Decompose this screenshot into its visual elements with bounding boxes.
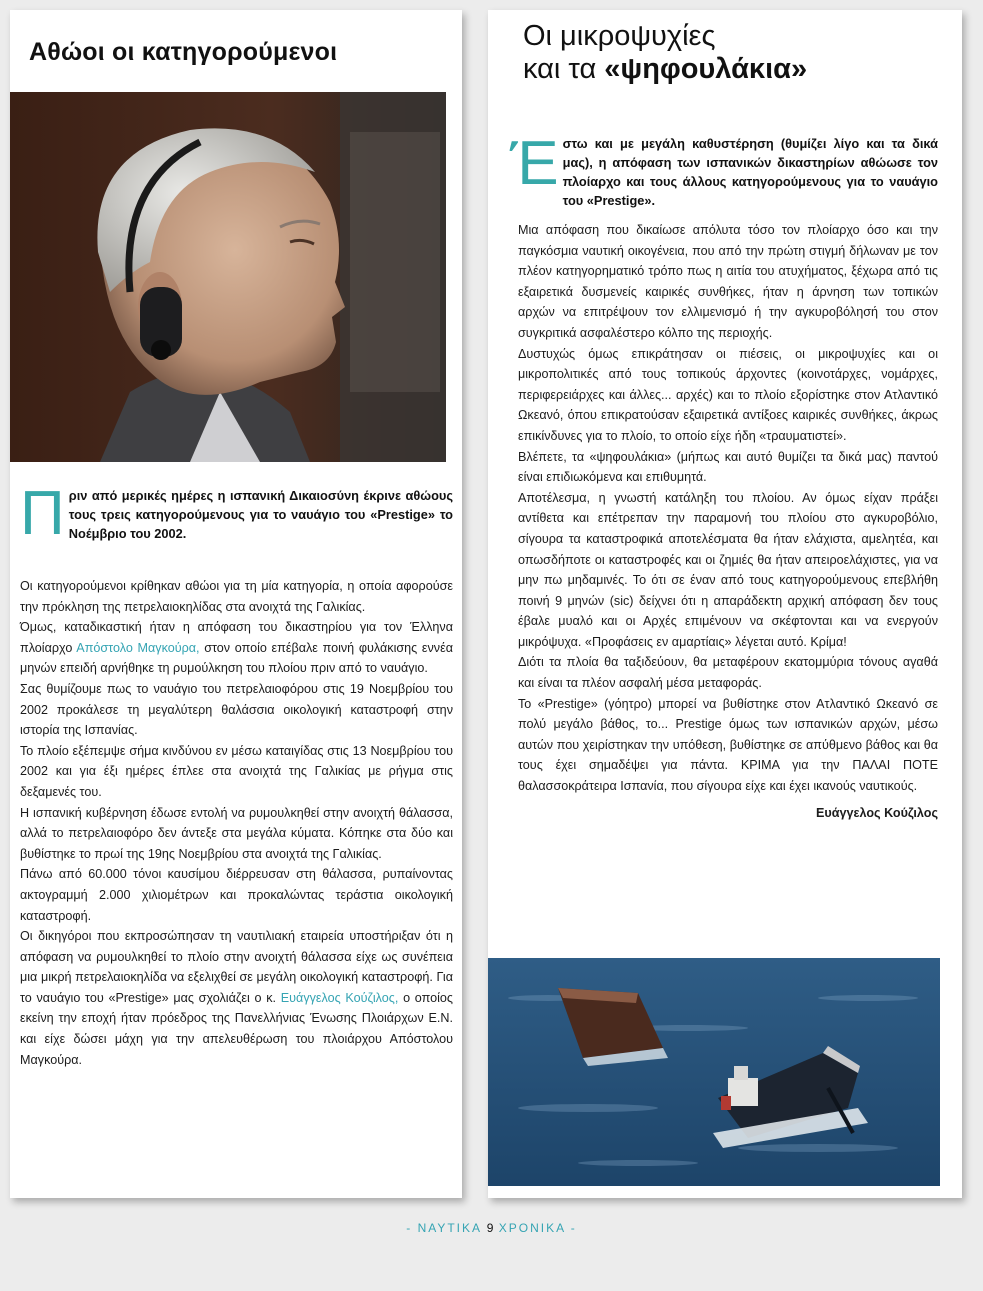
left-drop-cap: Π (20, 479, 65, 548)
shipwreck-photo (488, 958, 940, 1186)
left-paragraph: Το πλοίο εξέπεμψε σήμα κινδύνου εν μέσω καταιγίδας στις 13 Νοεμβρίου του 2002 και για έξι ημέρες έπλεε στα ανοιχτά της Γαλικίας με ρήγμα στις δεξαμενές του. (20, 743, 453, 799)
left-p7-text-end: ο οποίος εκείνη την εποχή ήταν πρόεδρος της Πανελλήνιας Ένωσης Πλοιάρχων Ε.Ν. και είχε δώσει μάχη για την απελευθέρωση του πλοιάρχου Απόστολου Μαγκούρα. (20, 990, 453, 1067)
right-paragraph: Μια απόφαση που δικαίωσε απόλυτα τόσο τον πλοίαρχο όσο και την παγκόσμια ναυτική οικογένεια, που από την πρώτη στιγμή δήλωναν με τον πλέον κατηγορηματικό τρόπο πως η αιτία του ατυχήματος, ξέχωρα από τις εξαιρετικά δυσμενείς καιρικές συνθήκες, ήταν η άρνηση των τοπικών αρχών να επιτρέψουν τον ελλιμενισμό ή την αγκυροβόλησή του στον συγκριτικά ασφαλέστερο κόλπο της περιοχής. (518, 223, 938, 340)
right-paragraph: Δυστυχώς όμως επικράτησαν οι πιέσεις, οι μικροψυχίες και οι μικροπολιτικές από τους τοπικούς άρχοντες (κοινοτάρχες, νομάρχες, περιφερειάρχες και άλλες... αρχές) και το πλοίο εξορίστηκε στον Ατλαντικό Ωκεανό, όπου επικρατούσαν εξαιρετικά αντίξοες καιρικές συνθήκες, άκρως επικίνδυνες για το πλοίο, το οποίο είχε ήδη «τραυματιστεί». (518, 346, 938, 443)
footer-dash-right: - (570, 1221, 577, 1235)
right-article-title (523, 20, 807, 86)
left-paragraph: Πάνω από 60.000 τόνοι καυσίμου διέρρευσαν στη θάλασσα, ρυπαίνοντας ακτογραμμή 2.000 χιλιομέτρων και προκαλώντας τεράστια οικολογική καταστροφή. (20, 867, 453, 923)
right-title-line2-bold: «ψηφουλάκια» (604, 53, 808, 85)
right-title-line1: Οι μικροψυχίες (523, 20, 716, 52)
footer-word-left: ΝΑΥΤΙΚΑ (417, 1221, 482, 1235)
portrait-illustration (10, 92, 446, 462)
left-paragraph: Η ισπανική κυβέρνηση έδωσε εντολή να ρυμουλκηθεί στην ανοιχτή θάλασσα, αλλά το πετρελαιοφόρο δεν άντεξε στα μεγάλα κύματα. Κόπηκε στα δύο και βυθίστηκε το πρωί της 19ης Νοεμβρίου στα ανοιχτά της Γαλικίας. (20, 805, 453, 861)
right-paragraph: Βλέπετε, τα «ψηφουλάκια» (μήπως και αυτό θυμίζει τα δικά μας) παντού είναι επιδιωκόμενα και επιθυμητά. (518, 449, 938, 485)
left-p7-text: Οι δικηγόροι που εκπροσώπησαν τη ναυτιλιακή εταιρεία υποστήριξαν ότι η απόφαση να ρυμουλκηθεί το πλοίο στην ανοιχτή θάλασσα είχε ως συνέπεια μια μικρή πετρελαιοκηλίδα να εξελιχθεί σε μεγάλη οικολογική καταστροφή. Για το ναυάγιο του «Prestige» μας σχολιάζει ο κ. (20, 929, 453, 1005)
left-article-body (20, 576, 453, 1070)
signature: Ευάγγελος Κούζιλος (816, 805, 938, 820)
right-article (488, 10, 962, 1198)
page-footer (0, 1221, 983, 1235)
left-paragraph (20, 617, 453, 679)
footer-word-right: ΧΡΟΝΙΚΑ (498, 1221, 566, 1235)
right-title-line2-pre: και τα (523, 53, 605, 85)
left-paragraph: Σας θυμίζουμε πως το ναυάγιο του πετρελαιοφόρου στις 19 Νοεμβρίου του 2002 προκάλεσε τη μεγαλύτερη θαλάσσια οικολογική καταστροφή στην ιστορία της Ισπανίας. (20, 681, 453, 738)
captain-name-highlight: Απόστολο Μαγκούρα, (76, 640, 200, 655)
shipwreck-illustration (488, 958, 940, 1186)
left-article-title: Αθώοι οι κατηγορούμενοι (29, 38, 338, 66)
left-lead-paragraph (20, 479, 453, 548)
page-number: 9 (486, 1221, 494, 1235)
author-name-highlight: Ευάγγελος Κούζιλος, (280, 990, 399, 1005)
footer-dash-left: - (406, 1221, 413, 1235)
left-paragraph (20, 926, 453, 1070)
right-paragraph: Διότι τα πλοία θα ταξιδεύουν, θα μεταφέρουν εκατομμύρια τόνους αγαθά και είναι τα πλέον ασφαλή μέσα μεταφοράς. (518, 655, 938, 691)
left-lead-text: ριν από μερικές ημέρες η ισπανική Δικαιοσύνη έκρινε αθώους τους τρεις κατηγορούμενους για το ναυάγιο του «Prestige» το Νοέμβριο του 2002. (68, 488, 453, 541)
right-paragraph: Το «Prestige» (γόητρο) μπορεί να βυθίστηκε στον Ατλαντικό Ωκεανό σε πολύ μεγάλο βάθος, το... Prestige όμως των ισπανικών αρχών, μέσω αυτών που χειρίστηκαν την υπόθεση, βυθίστηκε σε απύθμενο βάθος και θα τους έχει σημαδέψει για πάντα. ΚΡΙΜΑ για την ΠΑΛΑΙ ΠΟΤΕ θαλασσοκράτειρα Ισπανία, που σίγουρα είχε και έχει ικανούς ναυτικούς. (518, 696, 938, 794)
right-drop-cap: Έ (510, 129, 559, 198)
right-article-body (518, 220, 938, 823)
left-p2-text-end: στον οποίο επέβαλε ποινή φυλάκισης εννέα μηνών επειδή αρνήθηκε τη ρυμούλκηση του πλοίου πριν από το ναυάγιο. (20, 640, 453, 676)
left-article (10, 10, 462, 1198)
right-lead-paragraph (510, 129, 938, 210)
portrait-photo (10, 92, 446, 462)
right-lead-text: στω και με μεγάλη καθυστέρηση (θυμίζει λίγο και τα δικά μας), η απόφαση των ισπανικών δικαστηρίων αθώωσε τον πλοίαρχο και τους άλλους κατηγορούμενους για το ναυάγιο του «Prestige». (562, 136, 938, 208)
left-paragraph: Οι κατηγορούμενοι κρίθηκαν αθώοι για τη μία κατηγορία, η οποία αφορούσε την πρόκληση της πετρελαιοκηλίδας στα ανοιχτά της Γαλικίας. (20, 579, 453, 614)
right-paragraph: Αποτέλεσμα, η γνωστή κατάληξη του πλοίου. Αν όμως είχαν πράξει αντίθετα και επέτρεπαν την παραμονή του πλοίου στο αγκυροβόλιο, σίγουρα τα καταστροφικά αποτελέσματα θα ήταν ελάχιστα, αμελητέα, και οπωσδήποτε οι καταστροφές και οι ζημιές θα ήταν απειροελάχιστες, για να μην πω μηδαμινές. Το ότι σε έναν από τους κατηγορούμενους επεβλήθη ποινή 9 μηνών (sic) δείχνει ότι η απαράδεκτη αρχική απόφαση δεν τους έβαλε μυαλό και οι Αρχές επιμένουν να σκέφτονται και να ενεργούν μικρόψυχα. «Προφάσεις εν αμαρτίαις» λέγεται αυτό. Κρίμα! (518, 490, 938, 649)
left-p2-text: Όμως, καταδικαστική ήταν η απόφαση του δικαστηρίου για τον Έλληνα πλοίαρχο (20, 620, 453, 655)
